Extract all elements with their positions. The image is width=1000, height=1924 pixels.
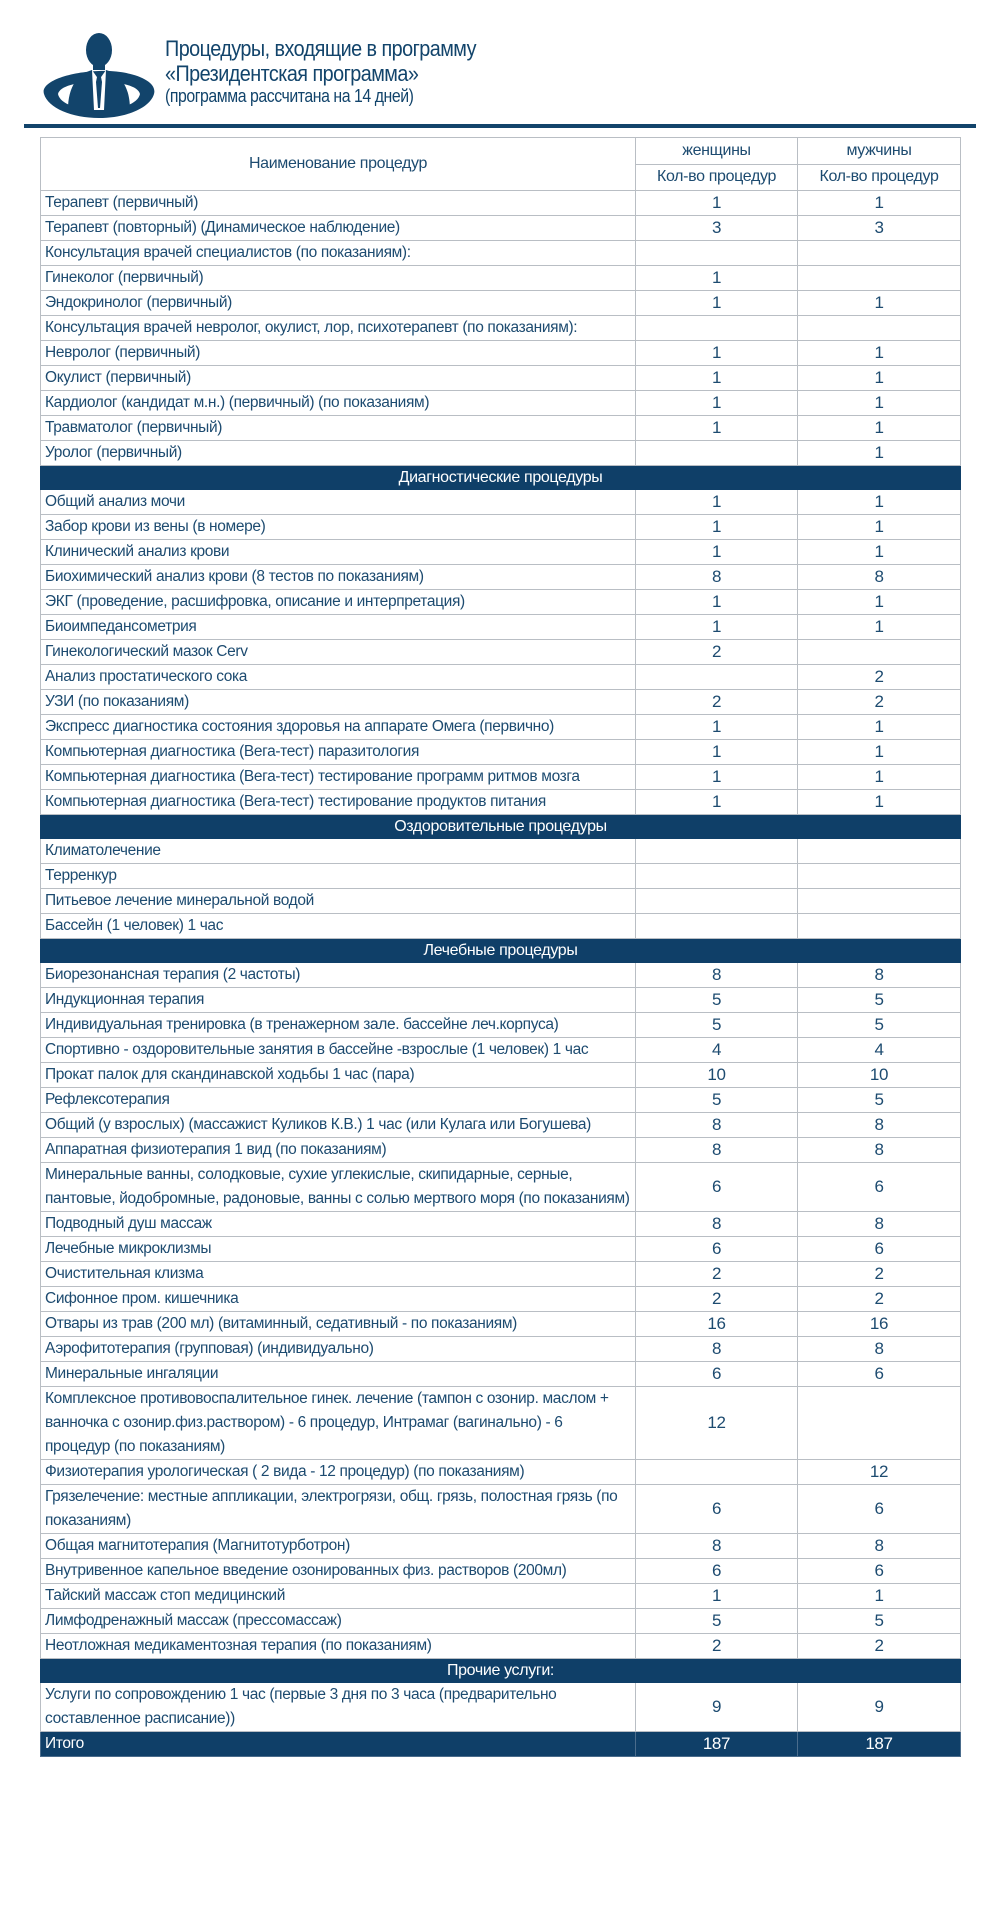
- procedure-name: Компьютерная диагностика (Вега-тест) тестирование программ ритмов мозга: [41, 765, 636, 790]
- table-row: [41, 191, 961, 216]
- table-row: [41, 1609, 961, 1634]
- men-count: 1: [798, 391, 961, 416]
- procedure-name: Индукционная терапия: [41, 988, 636, 1013]
- men-count: 8: [798, 1212, 961, 1237]
- total-men: 187: [798, 1732, 961, 1757]
- women-count: 1: [636, 590, 798, 615]
- men-count: 1: [798, 590, 961, 615]
- women-count: 6: [636, 1163, 798, 1212]
- table-row: [41, 715, 961, 740]
- table-row: [41, 490, 961, 515]
- procedure-name: Эндокринолог (первичный): [41, 291, 636, 316]
- section-title: Оздоровительные процедуры: [41, 815, 961, 839]
- table-row: [41, 291, 961, 316]
- men-count: 5: [798, 1013, 961, 1038]
- men-count: 1: [798, 341, 961, 366]
- women-count: 2: [636, 1634, 798, 1659]
- table-row: [41, 1534, 961, 1559]
- section-header-row: [41, 1659, 961, 1683]
- procedure-name: Услуги по сопровождению 1 час (первые 3 дня по 3 часа (предварительно составленное расписание)): [41, 1683, 636, 1732]
- procedure-name: Неотложная медикаментозная терапия (по показаниям): [41, 1634, 636, 1659]
- column-header-name: Наименование процедур: [41, 138, 636, 191]
- men-count: [798, 241, 961, 266]
- men-count: 6: [798, 1362, 961, 1387]
- procedure-name: Питьевое лечение минеральной водой: [41, 889, 636, 914]
- column-subheader-men: Кол-во процедур: [798, 164, 961, 191]
- procedure-name: Аэрофитотерапия (групповая) (индивидуально): [41, 1337, 636, 1362]
- procedure-name: Грязелечение: местные аппликации, электрогрязи, общ. грязь, полостная грязь (по показаниям): [41, 1485, 636, 1534]
- women-count: 8: [636, 1212, 798, 1237]
- procedure-name: Подводный душ массаж: [41, 1212, 636, 1237]
- women-count: 8: [636, 1138, 798, 1163]
- women-count: [636, 665, 798, 690]
- procedure-name: Физиотерапия урологическая ( 2 вида - 12 процедур) (по показаниям): [41, 1460, 636, 1485]
- page-subtitle: (программа рассчитана на 14 дней): [165, 86, 414, 106]
- women-count: 6: [636, 1362, 798, 1387]
- table-row: [41, 1485, 961, 1534]
- table-row: [41, 515, 961, 540]
- procedure-name: Консультация врачей невролог, окулист, лор, психотерапевт (по показаниям):: [41, 316, 636, 341]
- women-count: 5: [636, 1088, 798, 1113]
- men-count: 5: [798, 988, 961, 1013]
- women-count: 1: [636, 765, 798, 790]
- women-count: [636, 241, 798, 266]
- table-row: [41, 889, 961, 914]
- men-count: 1: [798, 765, 961, 790]
- women-count: 2: [636, 1287, 798, 1312]
- procedure-name: Гинеколог (первичный): [41, 266, 636, 291]
- women-count: 6: [636, 1485, 798, 1534]
- table-row: [41, 1312, 961, 1337]
- women-count: 10: [636, 1063, 798, 1088]
- section-title: Прочие услуги:: [41, 1659, 961, 1683]
- procedure-name: Травматолог (первичный): [41, 416, 636, 441]
- men-count: 1: [798, 790, 961, 815]
- section-header-row: [41, 466, 961, 490]
- title-block: [165, 36, 511, 106]
- women-count: 5: [636, 1013, 798, 1038]
- procedure-name: Рефлексотерапия: [41, 1088, 636, 1113]
- total-label: Итого: [41, 1732, 636, 1757]
- table-row: [41, 266, 961, 291]
- procedure-name: Спортивно - оздоровительные занятия в бассейне -взрослые (1 человек) 1 час: [41, 1038, 636, 1063]
- men-count: 6: [798, 1237, 961, 1262]
- women-count: 1: [636, 540, 798, 565]
- procedure-name: Бассейн (1 человек) 1 час: [41, 914, 636, 939]
- men-count: 1: [798, 441, 961, 466]
- table-row: [41, 1287, 961, 1312]
- procedure-name: Анализ простатического сока: [41, 665, 636, 690]
- table-row: [41, 1387, 961, 1460]
- table-row: [41, 665, 961, 690]
- procedure-name: Экспресс диагностика состояния здоровья на аппарате Омега (первично): [41, 715, 636, 740]
- women-count: 8: [636, 1113, 798, 1138]
- table-row: [41, 1063, 961, 1088]
- procedure-name: ЭКГ (проведение, расшифровка, описание и интерпретация): [41, 590, 636, 615]
- table-row: [41, 615, 961, 640]
- table-row: [41, 241, 961, 266]
- table-row: [41, 1088, 961, 1113]
- table-row: [41, 864, 961, 889]
- table-row: [41, 988, 961, 1013]
- page-title-line1: Процедуры, входящие в программу: [165, 36, 476, 61]
- women-count: 4: [636, 1038, 798, 1063]
- men-count: [798, 914, 961, 939]
- women-count: 12: [636, 1387, 798, 1460]
- table-row: [41, 1163, 961, 1212]
- men-count: 6: [798, 1485, 961, 1534]
- procedure-name: Общий (у взрослых) (массажист Куликов К.В.) 1 час (или Кулага или Богушева): [41, 1113, 636, 1138]
- men-count: 9: [798, 1683, 961, 1732]
- women-count: 2: [636, 1262, 798, 1287]
- procedure-name: Забор крови из вены (в номере): [41, 515, 636, 540]
- men-count: 3: [798, 216, 961, 241]
- women-count: 1: [636, 391, 798, 416]
- women-count: 1: [636, 715, 798, 740]
- procedure-name: Индивидуальная тренировка (в тренажерном зале. бассейне леч.корпуса): [41, 1013, 636, 1038]
- women-count: [636, 316, 798, 341]
- procedure-name: Окулист (первичный): [41, 366, 636, 391]
- men-count: 1: [798, 515, 961, 540]
- men-count: 2: [798, 1287, 961, 1312]
- men-count: 1: [798, 416, 961, 441]
- women-count: 1: [636, 615, 798, 640]
- men-count: 12: [798, 1460, 961, 1485]
- table-row: [41, 216, 961, 241]
- women-count: 2: [636, 690, 798, 715]
- procedure-name: Сифонное пром. кишечника: [41, 1287, 636, 1312]
- procedure-name: Терренкур: [41, 864, 636, 889]
- women-count: 2: [636, 640, 798, 665]
- men-count: 1: [798, 366, 961, 391]
- table-row: [41, 765, 961, 790]
- men-count: [798, 864, 961, 889]
- procedure-name: Тайский массаж стоп медицинский: [41, 1584, 636, 1609]
- women-count: 8: [636, 1534, 798, 1559]
- total-row: [41, 1732, 961, 1757]
- women-count: 8: [636, 1337, 798, 1362]
- page-title-line2: «Президентская программа»: [165, 61, 419, 86]
- table-row: [41, 1262, 961, 1287]
- table-row: [41, 1212, 961, 1237]
- procedure-name: Компьютерная диагностика (Вега-тест) паразитология: [41, 740, 636, 765]
- table-row: [41, 640, 961, 665]
- men-count: [798, 889, 961, 914]
- table-row: [41, 1584, 961, 1609]
- procedure-name: Комплексное противовоспалительное гинек. лечение (тампон с озонир. маслом + ванночка с озонир.физ.раствором) - 6 процедур, Интрамаг (вагинально) - 6 процедур (по показаниям): [41, 1387, 636, 1460]
- table-row: [41, 391, 961, 416]
- women-count: 1: [636, 1584, 798, 1609]
- women-count: 1: [636, 266, 798, 291]
- column-header-women: женщины: [636, 138, 798, 165]
- women-count: 1: [636, 341, 798, 366]
- procedure-name: Биоимпедансометрия: [41, 615, 636, 640]
- table-row: [41, 914, 961, 939]
- table-row: [41, 1634, 961, 1659]
- column-header-men: мужчины: [798, 138, 961, 165]
- procedure-name: Общий анализ мочи: [41, 490, 636, 515]
- men-count: 8: [798, 1138, 961, 1163]
- table-row: [41, 790, 961, 815]
- procedure-name: Отвары из трав (200 мл) (витаминный, седативный - по показаниям): [41, 1312, 636, 1337]
- table-row: [41, 540, 961, 565]
- procedure-name: Аппаратная физиотерапия 1 вид (по показаниям): [41, 1138, 636, 1163]
- men-count: 1: [798, 191, 961, 216]
- women-count: 1: [636, 740, 798, 765]
- women-count: [636, 914, 798, 939]
- procedure-name: Невролог (первичный): [41, 341, 636, 366]
- procedure-name: Уролог (первичный): [41, 441, 636, 466]
- women-count: [636, 1460, 798, 1485]
- men-count: 2: [798, 1634, 961, 1659]
- table-row: [41, 1362, 961, 1387]
- procedure-name: Очистительная клизма: [41, 1262, 636, 1287]
- table-row: [41, 740, 961, 765]
- section-title: Диагностические процедуры: [41, 466, 961, 490]
- men-count: 1: [798, 1584, 961, 1609]
- procedure-name: Внутривенное капельное введение озонированных физ. растворов (200мл): [41, 1559, 636, 1584]
- procedure-name: Клинический анализ крови: [41, 540, 636, 565]
- table-row: [41, 590, 961, 615]
- table-row: [41, 416, 961, 441]
- women-count: 5: [636, 1609, 798, 1634]
- women-count: 1: [636, 490, 798, 515]
- women-count: [636, 839, 798, 864]
- women-count: [636, 889, 798, 914]
- men-count: 2: [798, 1262, 961, 1287]
- women-count: 1: [636, 291, 798, 316]
- procedure-name: Гинекологический мазок Cerv: [41, 640, 636, 665]
- table-row: [41, 963, 961, 988]
- men-count: 8: [798, 565, 961, 590]
- table-row: [41, 1138, 961, 1163]
- men-count: 8: [798, 1337, 961, 1362]
- men-count: 8: [798, 1113, 961, 1138]
- table-row: [41, 1460, 961, 1485]
- men-count: 5: [798, 1609, 961, 1634]
- table-row: [41, 341, 961, 366]
- table-row: [41, 1683, 961, 1732]
- women-count: 9: [636, 1683, 798, 1732]
- men-count: 1: [798, 291, 961, 316]
- men-count: 1: [798, 740, 961, 765]
- women-count: [636, 864, 798, 889]
- men-count: [798, 640, 961, 665]
- procedure-name: Кардиолог (кандидат м.н.) (первичный) (по показаниям): [41, 391, 636, 416]
- women-count: 16: [636, 1312, 798, 1337]
- procedure-name: Терапевт (первичный): [41, 191, 636, 216]
- men-count: 1: [798, 615, 961, 640]
- procedure-name: Лимфодренажный массаж (прессомассаж): [41, 1609, 636, 1634]
- procedure-name: Консультация врачей специалистов (по показаниям):: [41, 241, 636, 266]
- section-header-row: [41, 939, 961, 963]
- total-women: 187: [636, 1732, 798, 1757]
- table-row: [41, 1013, 961, 1038]
- page-header: [0, 0, 1000, 130]
- procedure-name: Терапевт (повторный) (Динамическое наблюдение): [41, 216, 636, 241]
- men-count: 4: [798, 1038, 961, 1063]
- procedure-name: Лечебные микроклизмы: [41, 1237, 636, 1262]
- men-count: 2: [798, 665, 961, 690]
- men-count: 10: [798, 1063, 961, 1088]
- men-count: 1: [798, 715, 961, 740]
- section-title: Лечебные процедуры: [41, 939, 961, 963]
- men-count: 5: [798, 1088, 961, 1113]
- section-header-row: [41, 815, 961, 839]
- men-count: 1: [798, 490, 961, 515]
- procedure-name: Минеральные ванны, солодковые, сухие углекислые, скипидарные, серные, пантовые, йодобромные, радоновые, ванны с солью мертвого моря (по показаниям): [41, 1163, 636, 1212]
- women-count: 1: [636, 366, 798, 391]
- men-count: [798, 266, 961, 291]
- table-row: [41, 441, 961, 466]
- women-count: [636, 441, 798, 466]
- men-count: 6: [798, 1163, 961, 1212]
- table-body: [41, 191, 961, 1732]
- procedure-name: Общая магнитотерапия (Магнитотурботрон): [41, 1534, 636, 1559]
- women-count: 8: [636, 963, 798, 988]
- men-count: 8: [798, 1534, 961, 1559]
- men-count: 2: [798, 690, 961, 715]
- procedure-name: Биорезонансная терапия (2 частоты): [41, 963, 636, 988]
- women-count: 8: [636, 565, 798, 590]
- men-count: [798, 839, 961, 864]
- procedure-name: Компьютерная диагностика (Вега-тест) тестирование продуктов питания: [41, 790, 636, 815]
- women-count: 3: [636, 216, 798, 241]
- procedure-name: Биохимический анализ крови (8 тестов по показаниям): [41, 565, 636, 590]
- men-count: 1: [798, 540, 961, 565]
- women-count: 5: [636, 988, 798, 1013]
- procedure-name: Климатолечение: [41, 839, 636, 864]
- table-row: [41, 565, 961, 590]
- table-row: [41, 316, 961, 341]
- men-count: 8: [798, 963, 961, 988]
- table-row: [41, 366, 961, 391]
- men-count: 6: [798, 1559, 961, 1584]
- header-divider: [24, 124, 976, 128]
- procedures-table: [40, 137, 961, 1757]
- men-count: [798, 316, 961, 341]
- table-row: [41, 690, 961, 715]
- women-count: 1: [636, 191, 798, 216]
- procedure-name: Прокат палок для скандинавской ходьбы 1 час (пара): [41, 1063, 636, 1088]
- men-count: 16: [798, 1312, 961, 1337]
- table-row: [41, 1038, 961, 1063]
- table-row: [41, 1559, 961, 1584]
- table-row: [41, 1113, 961, 1138]
- procedure-name: УЗИ (по показаниям): [41, 690, 636, 715]
- men-count: [798, 1387, 961, 1460]
- table-row: [41, 839, 961, 864]
- table-row: [41, 1237, 961, 1262]
- women-count: 1: [636, 790, 798, 815]
- businessman-silhouette-icon: [38, 30, 160, 122]
- women-count: 1: [636, 515, 798, 540]
- table-row: [41, 1337, 961, 1362]
- women-count: 6: [636, 1237, 798, 1262]
- column-subheader-women: Кол-во процедур: [636, 164, 798, 191]
- women-count: 6: [636, 1559, 798, 1584]
- women-count: 1: [636, 416, 798, 441]
- procedure-name: Минеральные ингаляции: [41, 1362, 636, 1387]
